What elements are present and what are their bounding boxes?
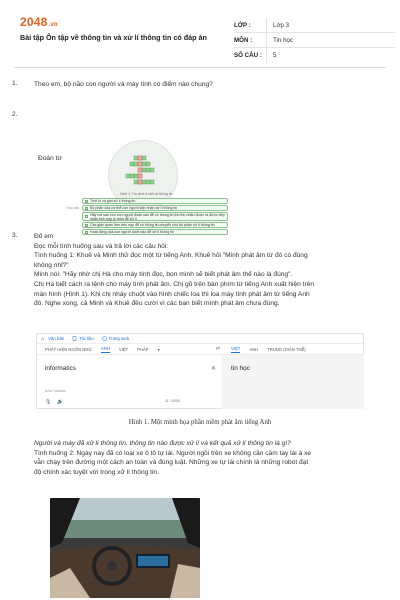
situation-2 <box>22 439 311 477</box>
paragraph-line: Tình huống 2: Ngày nay đã có loại xe ô tô tự lái. Người ngồi trên xe không cần cầm tay lái à xe <box>34 449 312 457</box>
checkbox-icon <box>85 200 88 203</box>
chevron-down-icon[interactable]: ▾ <box>157 346 160 352</box>
microphone-icon[interactable]: 🎙 <box>45 399 52 405</box>
paragraph-line: Chị Hà biết cách ra lệnh cho máy tính phát âm. Chị gõ trên bàn phím từ tiếng Anh xuất hiện trên <box>34 280 315 288</box>
close-icon[interactable]: ✕ <box>210 366 216 372</box>
question-number: 2. <box>12 111 18 118</box>
transliteration: ɪnfərˈmadɪks <box>45 389 66 393</box>
paragraph-line: Đọc mỗi tình huống sau và trả lời các câu hỏi: <box>34 242 169 250</box>
translate-widget <box>36 333 364 409</box>
paragraph-line: đó. Nghe xong, cả Minh và Khuê đều cười vì các bạn biết mình phát âm chưa đúng. <box>34 300 280 308</box>
header <box>14 10 386 68</box>
meta-label: SỐ CÂU : <box>234 52 262 59</box>
crossword-grid <box>120 154 166 188</box>
checkbox-icon <box>85 224 88 227</box>
lang-english[interactable]: ANH <box>101 345 110 351</box>
figure-caption: Hình 1. Một minh họa phần mềm phát âm tiếng Anh <box>128 419 272 426</box>
meta-value: Tin học <box>266 33 293 47</box>
clue-list <box>82 198 228 236</box>
crossword-figure <box>80 140 230 236</box>
checkbox-icon <box>85 215 88 218</box>
lang-vietnamese-target[interactable]: VIỆT <box>231 345 241 351</box>
checkbox-icon <box>85 207 88 210</box>
clue-item[interactable]: Hãy nói sau con con người đoàn sau để có thông tin thu thu nhận được ra được tiếp nhận tinh hợp lý thôn để xử lí <box>82 212 228 221</box>
meta-table <box>234 18 396 63</box>
translate-mode-tabs <box>37 334 363 344</box>
clue-item[interactable]: Các giác quan làm việc này để có thông tin chuyển cho bộ phận xử lí thông tin <box>82 222 228 228</box>
source-text-input[interactable]: informatics <box>45 365 76 372</box>
clue-item[interactable]: Thời lô và giai xử lí thông tin <box>82 198 228 204</box>
swap-languages-icon[interactable]: ⇄ <box>215 346 221 352</box>
question-1 <box>12 80 213 90</box>
speaker-icon[interactable]: 🔊 <box>57 399 64 405</box>
document-icon <box>72 336 77 341</box>
meta-value: 5 <box>266 48 276 63</box>
self-driving-car-photo <box>50 498 200 598</box>
figure-caption: Hình 1. Trò chơi ô chữ về thông tin <box>120 192 173 196</box>
svg-text:A: A <box>41 336 45 341</box>
question-2-lead: Đoán từ <box>38 155 62 162</box>
paragraph-line: không nhỉ?" <box>34 261 69 269</box>
tab-documents[interactable]: Tài liệu <box>72 336 93 341</box>
tab-text[interactable]: A Văn bản <box>41 336 65 341</box>
paragraph-line: màn hình (Hình 1). Khi chị nháy chuột vào hình chiếc loa thì loa máy tính phát âm từ tiếng Anh <box>34 290 310 298</box>
question-italic: Người và máy đã xử lí thông tin, thông tin nào được xử lí và kết quả xử lí thông tin là gì? <box>34 440 291 447</box>
question-text: Theo em, bộ não con người và máy tính có điểm nào chung? <box>34 81 213 88</box>
meta-row-count <box>234 48 396 63</box>
meta-row-class <box>234 18 396 33</box>
paragraph-line: Minh nói: "Hãy nhờ chị Hà cho máy tính đọc, bọn mình sẽ biết phát âm thế nào là đúng". <box>34 271 293 279</box>
question-3 <box>12 232 315 309</box>
question-number: 1. <box>12 80 18 87</box>
character-count: 11 / 5000 <box>165 399 180 403</box>
translated-text: tin học <box>231 365 250 372</box>
question-number: 3. <box>12 232 18 239</box>
clue-item[interactable]: Hoạt động của con người dưới nào để xử lí thông tin <box>82 229 228 235</box>
figure-note: ví dụ câu <box>66 206 79 210</box>
text-icon <box>41 336 46 341</box>
meta-value: Lớp 3 <box>266 18 289 32</box>
lang-french[interactable]: PHÁP <box>137 346 149 352</box>
paragraph-line: vẫn chạy trên đường một cách an toàn và đúng luật. Những xe tự lái chính là những robot đạt <box>34 459 309 467</box>
meta-label: LỚP : <box>234 21 251 29</box>
tab-websites[interactable]: Trang web <box>102 336 130 341</box>
paragraph-line: độ chính xác tuyệt vời trong xử lí thông tin. <box>34 468 159 476</box>
source-languages <box>37 346 213 353</box>
target-panel <box>223 355 364 409</box>
paragraph-line: Tình huống 1: Khuê và Minh thử đọc một từ tiếng Anh. Khuê hỏi "Minh phát âm từ đó có đúng <box>34 252 308 260</box>
meta-row-subject <box>234 33 396 48</box>
globe-icon <box>102 336 107 341</box>
clue-item[interactable]: Bộ phận của cơ thể con người tiếp nhận xử lí thông tin <box>82 205 228 211</box>
site-logo[interactable]: 2048.vn <box>20 15 58 29</box>
source-actions <box>45 399 64 405</box>
lang-vietnamese[interactable]: VIỆT <box>118 346 129 352</box>
target-languages <box>223 346 306 353</box>
lang-chinese-target[interactable]: TRUNG (GIẢN THỂ) <box>267 346 306 352</box>
document-title: Bài tập Ôn tập về thông tin và xử lí thông tin có đáp án <box>20 33 207 42</box>
paragraph-line: Đố em <box>34 233 54 240</box>
source-panel <box>37 355 223 409</box>
meta-label: MÔN : <box>234 36 253 44</box>
lang-english-target[interactable]: ANH <box>249 346 259 352</box>
language-bar <box>37 344 363 355</box>
lang-detect[interactable]: PHÁT HIỆN NGÔN NGỮ <box>45 346 93 352</box>
